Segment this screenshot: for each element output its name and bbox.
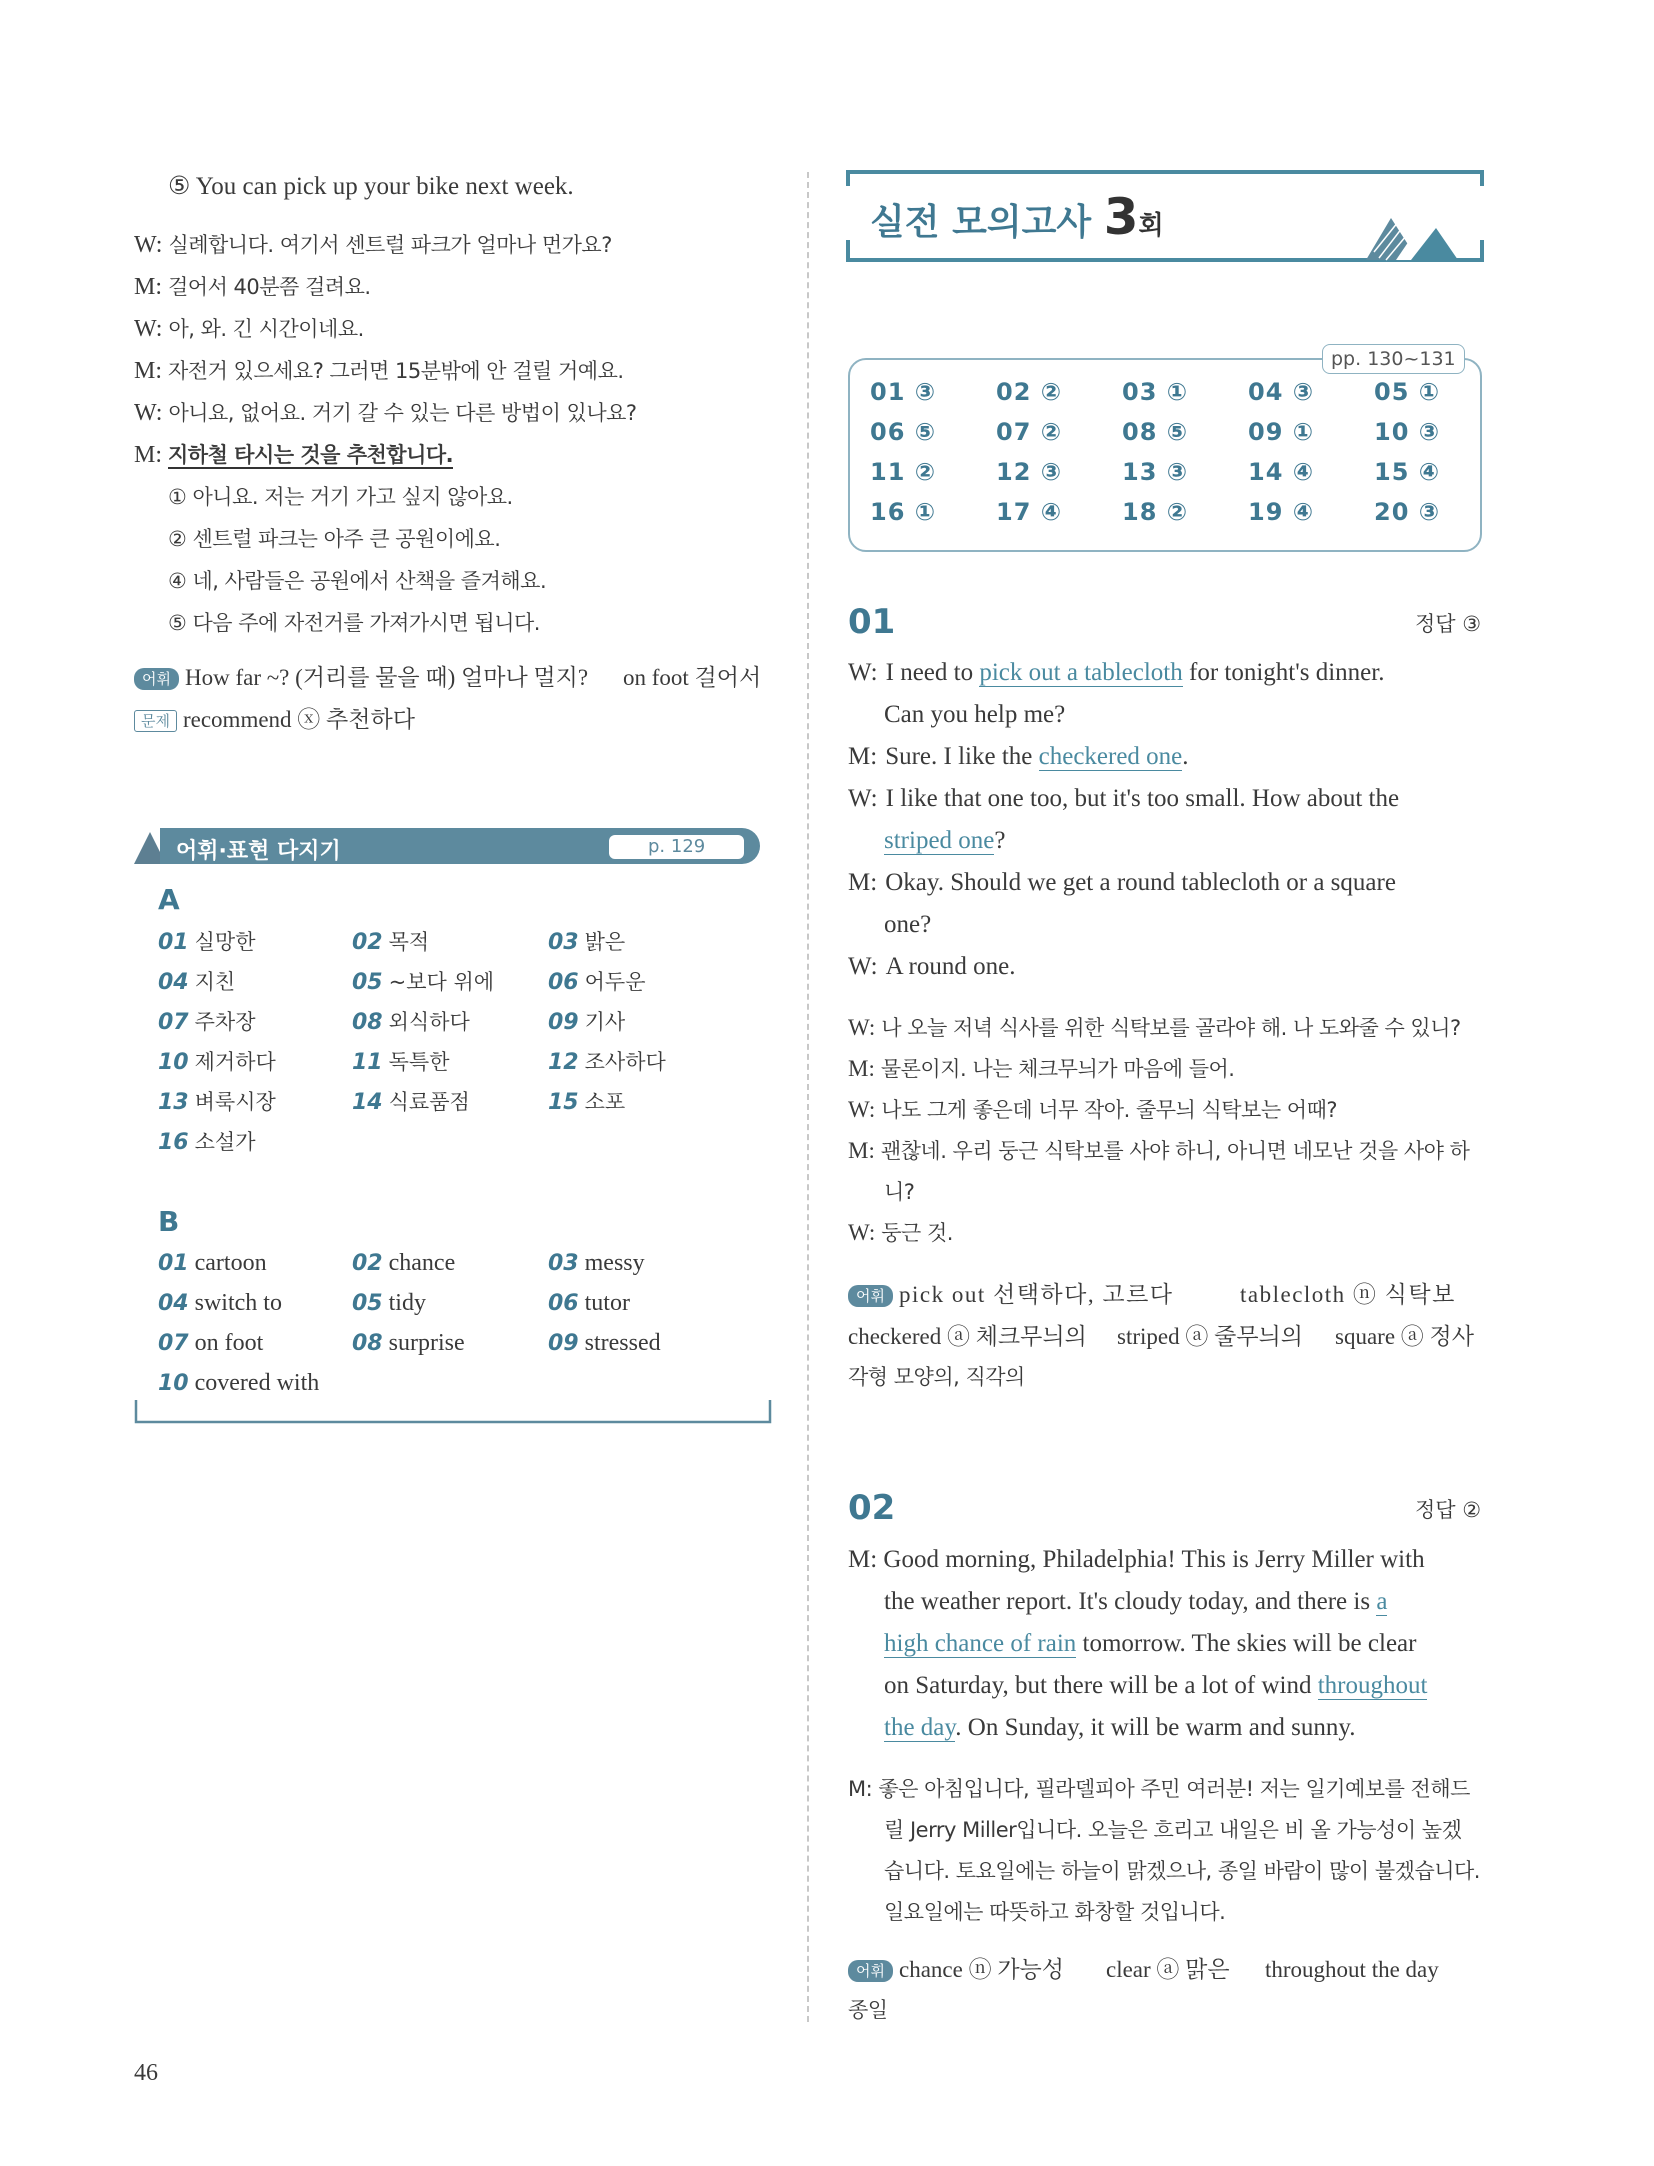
speaker: M:	[134, 358, 163, 384]
item-text: ~보다 위에	[388, 970, 495, 994]
line-text: I like that one too, but it's too small. How about the	[885, 785, 1400, 812]
line-text: ?	[994, 827, 1006, 854]
item-text: chance	[388, 1250, 456, 1276]
item-text: 소설가	[194, 1130, 256, 1154]
item-text: covered with	[194, 1370, 320, 1396]
header-suffix: 회	[1138, 211, 1164, 241]
q2-en-line-5	[884, 1713, 1355, 1743]
review-a-item	[548, 1047, 666, 1078]
q1-vocab-c: checkered ⓐ 체크무늬의	[848, 1324, 1087, 1349]
q1-kr-line	[848, 1095, 1337, 1126]
review-a-item	[158, 1127, 255, 1158]
item-number: 09	[548, 1010, 579, 1035]
item-text: 제거하다	[194, 1050, 276, 1074]
speaker: M:	[134, 442, 163, 468]
q2-en-line-2	[884, 1587, 1387, 1617]
q2-kr-line: 습니다. 토요일에는 하늘이 맑겠으나, 종일 바람이 많이 불겠습니다.	[884, 1859, 1480, 1883]
item-number: 03	[548, 930, 579, 955]
speaker: W:	[848, 785, 878, 812]
line-text: Sure. I like the	[885, 743, 1039, 770]
q1-kr-line	[884, 1177, 914, 1208]
speaker: W:	[134, 400, 163, 426]
answer-cell: 15 ④	[1374, 458, 1441, 486]
line-text: one?	[884, 911, 932, 938]
item-number: 13	[158, 1090, 189, 1115]
speaker: M:	[848, 869, 878, 896]
item-text: 식료품점	[388, 1090, 470, 1114]
q2-en-5h: the day	[884, 1714, 956, 1741]
answer-cell: 02 ②	[996, 378, 1063, 406]
item-text: 실망한	[194, 930, 256, 954]
review-b-item	[158, 1328, 263, 1359]
line-text: 괜찮네. 우리 둥근 식탁보를 사야 하니, 아니면 네모난 것을 사야 하	[880, 1139, 1470, 1163]
speaker: W:	[848, 1220, 876, 1245]
highlight-text: striped one	[884, 827, 995, 854]
line-text: 나 오늘 저녁 식사를 위한 식탁보를 골라야 해. 나 도와줄 수 있니?	[881, 1016, 1461, 1040]
q2-vocab-tag: 어휘	[848, 1960, 893, 1982]
answer-cell: 18 ②	[1122, 498, 1189, 526]
item-number: 01	[158, 1251, 189, 1276]
item-number: 04	[158, 970, 189, 995]
q2-en-line-4	[884, 1671, 1427, 1701]
option-5-english: ⑤ You can pick up your bike next week.	[168, 173, 574, 200]
vocab-text: How far ~? (거리를 물을 때) 얼마나 멀지?	[184, 665, 589, 690]
item-text: 지친	[194, 970, 236, 994]
line-text: 나도 그게 좋은데 너무 작아. 줄무늬 식탁보는 어때?	[881, 1098, 1338, 1122]
q1-en-line	[884, 910, 931, 940]
item-number: 10	[158, 1371, 189, 1396]
q1-en-line	[884, 700, 1065, 730]
line-text: I need to	[885, 659, 980, 686]
q1-vocab-a: pick out 선택하다, 고르다	[898, 1282, 1174, 1307]
item-number: 07	[158, 1331, 189, 1356]
answer-cell: 08 ⑤	[1122, 418, 1189, 446]
item-text: 벼룩시장	[194, 1090, 276, 1114]
q2-kr-line: 릴 Jerry Miller입니다. 오늘은 흐리고 내일은 비 올 가능성이 높겠	[884, 1818, 1462, 1842]
q2-kr-line: 일요일에는 따뜻하고 화창할 것입니다.	[884, 1900, 1226, 1924]
answer-cell: 01 ③	[870, 378, 937, 406]
answer-cell: 12 ③	[996, 458, 1063, 486]
q2-en-line-3	[884, 1629, 1416, 1659]
left-dialog-line	[134, 230, 612, 261]
item-number: 06	[548, 970, 579, 995]
answer-cell: 03 ①	[1122, 378, 1189, 406]
answer-cell: 07 ②	[996, 418, 1063, 446]
speaker: M:	[848, 743, 878, 770]
dialog-text: 자전거 있으세요? 그러면 15분밖에 안 걸릴 거예요.	[168, 359, 624, 383]
header-title-text: 실전 모의고사	[870, 202, 1092, 243]
left-vocab-line-b: on foot 걸어서	[623, 665, 762, 690]
item-number: 04	[158, 1291, 189, 1316]
q2-vocab-b: clear ⓐ 맑은	[1106, 1957, 1230, 1982]
review-a-item	[352, 1047, 449, 1078]
answer-box-pages: pp. 130~131	[1322, 344, 1465, 374]
q1-kr-line	[848, 1218, 953, 1249]
option-line: ⑤ 다음 주에 자전거를 가져가시면 됩니다.	[168, 611, 540, 635]
review-b-item	[548, 1288, 630, 1319]
item-number: 08	[352, 1331, 383, 1356]
item-text: 외식하다	[388, 1010, 470, 1034]
q1-en-line	[848, 742, 1189, 772]
q1-kr-line	[848, 1013, 1461, 1044]
review-b-item	[158, 1248, 267, 1279]
review-a-item	[352, 967, 494, 998]
section-a-label: A	[158, 883, 180, 916]
review-a-item	[548, 1087, 625, 1118]
section-b-label: B	[158, 1205, 180, 1238]
q1-vocab-f: 각형 모양의, 직각의	[848, 1365, 1025, 1389]
answer-cell: 17 ④	[996, 498, 1063, 526]
q1-vocab-b: tablecloth ⓝ 식탁보	[1240, 1282, 1456, 1307]
line-text: .	[1182, 743, 1189, 770]
item-number: 02	[352, 930, 383, 955]
q2-en-2a: the weather report. It's cloudy today, and there is	[884, 1588, 1377, 1615]
review-b-item	[352, 1328, 465, 1359]
line-text: 둥근 것.	[881, 1221, 953, 1245]
item-text: 조사하다	[584, 1050, 666, 1074]
review-b-item	[158, 1368, 319, 1399]
q2-vocab-d: 종일	[848, 1998, 888, 2022]
answer-cell: 19 ④	[1248, 498, 1315, 526]
dialog-text: 실례합니다. 여기서 센트럴 파크가 얼마나 먼가요?	[168, 233, 612, 257]
q2-en-4h: throughout	[1317, 1672, 1428, 1699]
answer-cell: 05 ①	[1374, 378, 1441, 406]
item-number: 09	[548, 1331, 579, 1356]
review-a-item	[352, 1087, 470, 1118]
line-text: 니?	[884, 1180, 915, 1204]
review-a-item	[352, 1007, 470, 1038]
q1-en-line	[848, 658, 1384, 688]
line-text: Can you help me?	[884, 701, 1066, 728]
q1-answer: 정답 ③	[1415, 612, 1482, 636]
q1-en-line	[848, 784, 1399, 814]
page-number: 46	[134, 2060, 158, 2086]
q2-vocab-line	[848, 1955, 1064, 1986]
q2-en-3h: high chance of rain	[884, 1630, 1077, 1657]
review-a-item	[548, 1007, 625, 1038]
item-number: 12	[548, 1050, 579, 1075]
option-line: ① 아니요. 저는 거기 가고 싶지 않아요.	[168, 485, 513, 509]
item-text: surprise	[388, 1330, 465, 1356]
review-b-item	[352, 1288, 426, 1319]
review-b-item	[352, 1248, 455, 1279]
review-box-bottom-border	[134, 1400, 774, 1430]
q1-kr-line	[848, 1054, 1234, 1085]
item-number: 01	[158, 930, 189, 955]
header-num: 3	[1103, 188, 1139, 246]
review-b-item	[548, 1248, 645, 1279]
item-number: 05	[352, 1291, 383, 1316]
left-vocab-line	[134, 663, 588, 694]
item-text: stressed	[584, 1330, 661, 1356]
review-a-item	[352, 927, 429, 958]
left-dialog-line	[134, 314, 364, 345]
speaker: W:	[134, 316, 163, 342]
speaker: M:	[134, 274, 163, 300]
q2-en-3a: tomorrow. The skies will be clear	[1076, 1630, 1417, 1657]
q2-number: 02	[848, 1488, 896, 1528]
review-a-item	[548, 927, 625, 958]
vocab-tag: 어휘	[134, 668, 179, 690]
review-a-item	[548, 967, 645, 998]
q1-en-line	[848, 952, 1015, 982]
q2-en-line-1: M: Good morning, Philadelphia! This is Jerry Miller with	[848, 1546, 1425, 1573]
left-dialog-line	[134, 272, 371, 303]
left-dialog-line	[134, 356, 624, 387]
q2-en-5a: . On Sunday, it will be warm and sunny.	[955, 1714, 1356, 1741]
line-text: Okay. Should we get a round tablecloth or a square	[885, 869, 1396, 896]
answer-cell: 06 ⑤	[870, 418, 937, 446]
item-number: 07	[158, 1010, 189, 1035]
q2-en-4a: on Saturday, but there will be a lot of wind	[884, 1672, 1318, 1699]
item-text: cartoon	[194, 1250, 267, 1276]
speaker: M:	[848, 1138, 875, 1163]
dialog-text: 걸어서 40분쯤 걸려요.	[168, 275, 371, 299]
answer-cell: 14 ④	[1248, 458, 1315, 486]
answer-cell: 04 ③	[1248, 378, 1315, 406]
q1-en-line	[848, 868, 1396, 898]
dialog-text: 아, 와. 긴 시간이네요.	[168, 317, 364, 341]
line-text: for tonight's dinner.	[1182, 659, 1385, 686]
review-a-item	[158, 967, 235, 998]
q1-vocab-line-1	[848, 1280, 1174, 1311]
test-header-title	[870, 188, 1164, 246]
review-title: 어휘·표현 다지기	[176, 839, 341, 864]
speaker: W:	[134, 232, 163, 258]
review-a-item	[158, 1007, 255, 1038]
speaker: W:	[848, 1097, 876, 1122]
dialog-text: 아니요, 없어요. 거기 갈 수 있는 다른 방법이 있나요?	[168, 401, 637, 425]
item-text: messy	[584, 1250, 645, 1276]
review-b-item	[548, 1328, 661, 1359]
item-number: 10	[158, 1050, 189, 1075]
item-text: switch to	[194, 1290, 282, 1316]
column-divider	[807, 172, 809, 2022]
problem-text: recommend ⓧ 추천하다	[182, 707, 415, 732]
review-a-item	[158, 1087, 276, 1118]
q1-en-line	[884, 826, 1006, 856]
dialog-text: 지하철 타시는 것을 추천합니다.	[168, 443, 454, 467]
answer-cell: 10 ③	[1374, 418, 1441, 446]
q1-number: 01	[848, 602, 896, 642]
option-line: ② 센트럴 파크는 아주 큰 공원이에요.	[168, 527, 501, 551]
speaker: M:	[848, 1056, 875, 1081]
item-number: 03	[548, 1251, 579, 1276]
item-number: 08	[352, 1010, 383, 1035]
item-number: 16	[158, 1130, 189, 1155]
item-text: 밝은	[584, 930, 626, 954]
q1-vocab-d: striped ⓐ 줄무늬의	[1117, 1324, 1303, 1349]
answer-cell: 20 ③	[1374, 498, 1441, 526]
item-number: 14	[352, 1090, 383, 1115]
review-a-item	[158, 1047, 276, 1078]
q2-vocab-c: throughout the day	[1265, 1957, 1439, 1982]
q1-vocab-tag: 어휘	[848, 1285, 893, 1307]
item-text: 기사	[584, 1010, 626, 1034]
speaker: W:	[848, 953, 878, 980]
speaker: W:	[848, 1015, 876, 1040]
answer-cell: 09 ①	[1248, 418, 1315, 446]
item-number: 05	[352, 970, 383, 995]
item-text: tidy	[388, 1290, 426, 1316]
review-page: p. 129	[648, 836, 706, 857]
item-text: 목적	[388, 930, 430, 954]
highlight-text: checkered one	[1038, 743, 1183, 770]
item-text: tutor	[584, 1290, 630, 1316]
item-number: 11	[352, 1050, 383, 1075]
highlight-text: pick out a tablecloth	[979, 659, 1183, 686]
item-text: 소포	[584, 1090, 626, 1114]
left-dialog-line	[134, 398, 637, 429]
answer-cell: 11 ②	[870, 458, 937, 486]
problem-tag: 문제	[134, 710, 177, 732]
line-text: 물론이지. 나는 체크무늬가 마음에 들어.	[880, 1057, 1235, 1081]
review-a-item	[158, 927, 255, 958]
line-text: A round one.	[885, 953, 1016, 980]
q1-vocab-e: square ⓐ 정사	[1335, 1324, 1474, 1349]
item-number: 06	[548, 1291, 579, 1316]
q1-kr-line	[848, 1136, 1469, 1167]
left-dialog-line	[134, 440, 453, 471]
speaker: W:	[848, 659, 878, 686]
item-text: 주차장	[194, 1010, 256, 1034]
item-number: 15	[548, 1090, 579, 1115]
answer-cell: 13 ③	[1122, 458, 1189, 486]
option-line: ④ 네, 사람들은 공원에서 산책을 즐겨해요.	[168, 569, 547, 593]
q2-kr-line: M: 좋은 아침입니다, 필라델피아 주민 여러분! 저는 일기예보를 전해드	[848, 1777, 1470, 1801]
item-number: 02	[352, 1251, 383, 1276]
q2-vocab-a: chance ⓝ 가능성	[898, 1957, 1064, 1982]
review-b-item	[158, 1288, 282, 1319]
answer-cell: 16 ①	[870, 498, 937, 526]
item-text: on foot	[194, 1330, 264, 1356]
item-text: 독특한	[388, 1050, 450, 1074]
q2-answer: 정답 ②	[1415, 1498, 1482, 1522]
q2-en-2h: a	[1376, 1588, 1388, 1615]
left-problem-line	[134, 705, 415, 736]
item-text: 어두운	[584, 970, 646, 994]
